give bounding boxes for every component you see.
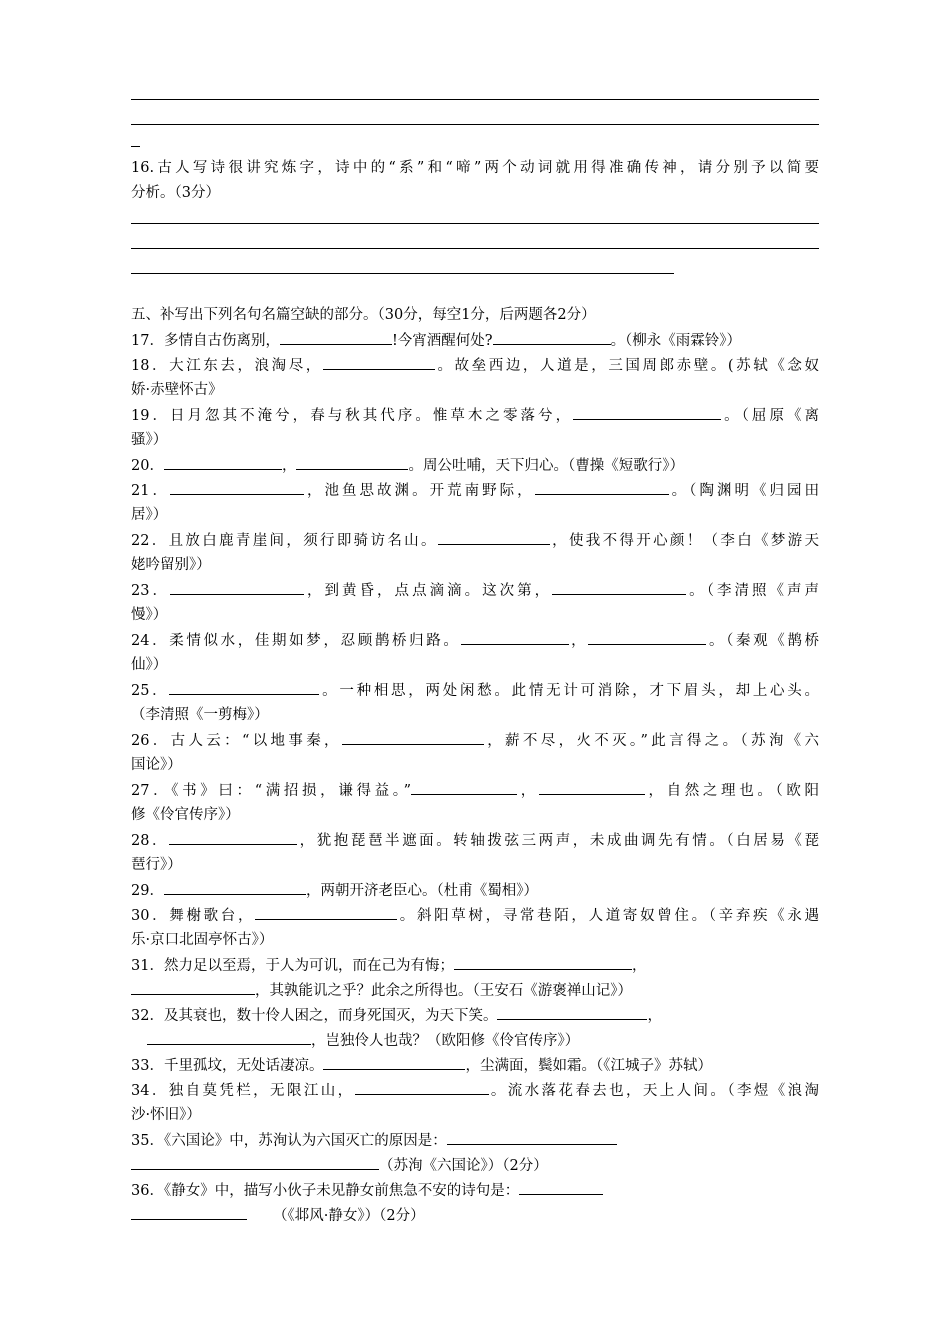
question-20: 20． ， 。周公吐哺，天下归心。（曹操《短歌行》） — [131, 453, 819, 478]
question-36-line-2: （《邶风·静女》）（2分） — [131, 1203, 819, 1228]
question-17: 17．多情自古伤离别， !今宵酒醒何处? 。（柳永《雨霖铃》） — [131, 328, 819, 353]
fill-blank[interactable] — [461, 628, 569, 645]
answer-line — [131, 223, 819, 224]
fill-blank[interactable] — [573, 403, 721, 420]
answer-line — [131, 273, 674, 274]
question-26-line-2: 国论》） — [131, 757, 182, 773]
fill-blank[interactable] — [169, 678, 319, 695]
question-28: 28． ，犹抱琵琶半遮面。转轴拨弦三两声，未成曲调先有情。（白居易《琵 — [131, 828, 819, 853]
fill-blank[interactable] — [169, 828, 297, 845]
question-23: 23． ，到黄昏，点点滴滴。这次第， 。（李清照《声声 — [131, 578, 819, 603]
fill-blank[interactable] — [519, 1178, 603, 1195]
question-36: 36．《静女》中，描写小伙子未见静女前焦急不安的诗句是： — [131, 1178, 819, 1203]
answer-dash — [131, 146, 140, 147]
fill-blank[interactable] — [147, 1028, 311, 1045]
fill-blank[interactable] — [323, 353, 435, 370]
question-31-line-2: ，其孰能讥之乎？此余之所得也。（王安石《游褒禅山记》） — [131, 978, 819, 1003]
question-34: 34．独自莫凭栏，无限江山， 。流水落花春去也，天上人间。（李煜《浪淘 — [131, 1078, 819, 1103]
answer-line — [131, 99, 819, 100]
fill-blank[interactable] — [131, 1153, 379, 1170]
fill-blank[interactable] — [588, 628, 706, 645]
question-33: 33．千里孤坟，无处话凄凉。 ，尘满面，鬓如霜。（《江城子》苏轼） — [131, 1053, 819, 1078]
question-19-line-2: 骚》） — [131, 432, 168, 448]
fill-blank[interactable] — [296, 453, 408, 470]
question-24: 24．柔情似水，佳期如梦，忍顾鹊桥归路。 ， 。（秦观《鹊桥 — [131, 628, 819, 653]
question-24-line-2: 仙》） — [131, 657, 168, 673]
question-27: 27．《书》曰：“满招损，谦得益。” ， ，自然之理也。（欧阳 — [131, 778, 819, 803]
question-21-line-2: 居》） — [131, 507, 168, 523]
question-35: 35．《六国论》中，苏洵认为六国灭亡的原因是： — [131, 1128, 819, 1153]
fill-blank[interactable] — [170, 478, 304, 495]
fill-blank[interactable] — [342, 728, 484, 745]
fill-blank[interactable] — [255, 903, 397, 920]
question-25-line-2: （李清照《一剪梅》） — [131, 707, 269, 723]
question-35-line-2: （苏洵《六国论》）（2分） — [131, 1153, 819, 1178]
section-5-title: 五、补写出下列名句名篇空缺的部分。（30分，每空1分，后两题各2分） — [131, 307, 596, 323]
fill-blank[interactable] — [323, 1053, 465, 1070]
answer-line — [131, 248, 819, 249]
question-22: 22．且放白鹿青崖间，须行即骑访名山。 ，使我不得开心颜！（李白《梦游天 — [131, 528, 819, 553]
fill-blank[interactable] — [552, 578, 686, 595]
fill-blank[interactable] — [280, 328, 392, 345]
fill-blank[interactable] — [355, 1078, 489, 1095]
question-23-line-2: 慢》） — [131, 607, 168, 623]
question-21: 21． ，池鱼思故渊。开荒南野际， 。（陶渊明《归园田 — [131, 478, 819, 503]
question-27-line-2: 修《伶官传序》） — [131, 807, 240, 823]
question-16-line-1: 16.古人写诗很讲究炼字，诗中的“系”和“啼”两个动词就用得准确传神，请分别予以简要 — [131, 160, 819, 176]
question-31: 31．然力足以至焉，于人为可讥，而在己为有悔； ， — [131, 953, 819, 978]
fill-blank[interactable] — [447, 1128, 617, 1145]
question-26: 26．古人云：“以地事秦， ，薪不尽，火不灭。”此言得之。（苏洵《六 — [131, 728, 819, 753]
question-25: 25． 。一种相思，两处闲愁。此情无计可消除，才下眉头，却上心头。 — [131, 678, 819, 703]
question-32-line-2: ，岂独伶人也哉？（欧阳修《伶官传序》） — [131, 1028, 819, 1053]
question-22-line-2: 姥吟留别》） — [131, 557, 211, 573]
fill-blank[interactable] — [131, 1203, 247, 1220]
question-30-line-2: 乐·京口北固亭怀古》） — [131, 932, 274, 948]
fill-blank[interactable] — [131, 978, 255, 995]
question-16-line-2: 分析。（3分） — [131, 185, 220, 201]
question-29: 29． ，两朝开济老臣心。（杜甫《蜀相》） — [131, 878, 819, 903]
question-32: 32．及其衰也，数十伶人困之，而身死国灭，为天下笑。 ， — [131, 1003, 819, 1028]
question-18: 18．大江东去，浪淘尽， 。故垒西边，人道是，三国周郎赤壁。(苏轼《念奴 — [131, 353, 819, 378]
question-18-line-2: 娇·赤壁怀古》 — [131, 382, 223, 398]
fill-blank[interactable] — [535, 478, 669, 495]
fill-blank[interactable] — [164, 878, 306, 895]
fill-blank[interactable] — [438, 528, 550, 545]
question-34-line-2: 沙·怀旧》） — [131, 1107, 201, 1123]
question-19: 19．日月忽其不淹兮，春与秋其代序。惟草木之零落兮， 。（屈原《离 — [131, 403, 819, 428]
fill-blank[interactable] — [170, 578, 304, 595]
fill-blank[interactable] — [411, 778, 517, 795]
fill-blank[interactable] — [454, 953, 632, 970]
answer-line — [131, 124, 819, 125]
fill-blank[interactable] — [493, 328, 611, 345]
fill-blank[interactable] — [164, 453, 282, 470]
fill-blank[interactable] — [539, 778, 645, 795]
question-28-line-2: 琶行》） — [131, 857, 182, 873]
fill-blank[interactable] — [497, 1003, 647, 1020]
question-30: 30．舞榭歌台， 。斜阳草树，寻常巷陌，人道寄奴曾住。（辛弃疾《永遇 — [131, 903, 819, 928]
